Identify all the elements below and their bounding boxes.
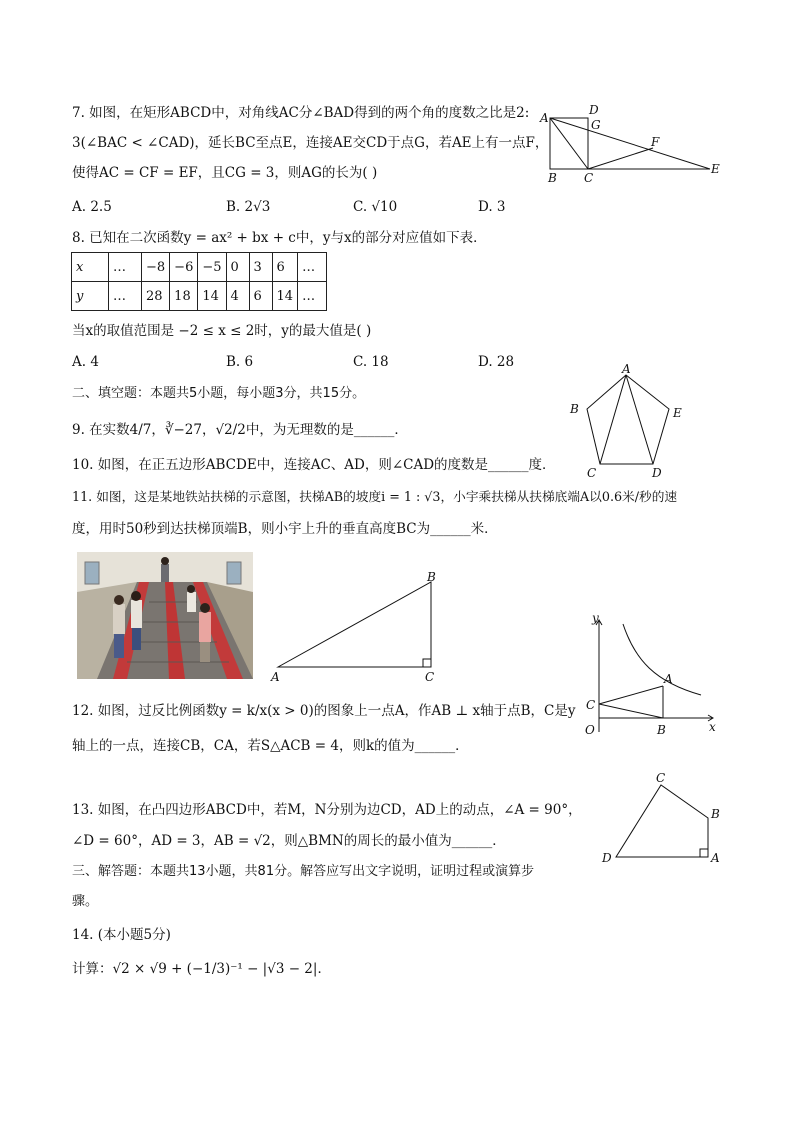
pentagon-figure <box>565 363 690 483</box>
table-row <box>72 282 327 311</box>
q12-label-a: A <box>664 672 673 686</box>
q9: 9. 在实数4/7，∛−27，√2/2中，为无理数的是______． <box>72 422 408 438</box>
table-cell: 0 <box>226 253 249 282</box>
q13-label-c: C <box>656 771 666 785</box>
q12-label-y: y <box>592 611 599 625</box>
q7-label-d: D <box>589 103 599 117</box>
q11-line1: 11. 如图，这是某地铁站扶梯的示意图，扶梯AB的坡度i = 1 : √3，小宇乘扶梯从扶梯底端A以0.6米/秒的速 <box>72 489 678 504</box>
q12-line1: 12. 如图，过反比例函数y = k/x(x > 0)的图象上一点A，作AB ⊥ x轴于点B，C是y <box>72 703 576 719</box>
q7-label-a: A <box>540 111 549 125</box>
q14-body: 计算：√2 × √9 + (−1/3)⁻¹ − |√3 − 2|． <box>72 961 331 977</box>
pentagon-label-b: B <box>570 402 579 416</box>
q14-title: 14. (本小题5分) <box>72 927 171 943</box>
q12-line2: 轴上的一点，连接CB，CA，若S△ACB = 4，则k的值为______． <box>72 738 469 754</box>
q13-line2: ∠D = 60°，AD = 3，AB = √2，则△BMN的周长的最小值为______． <box>72 833 506 849</box>
q7-label-f: F <box>651 135 660 149</box>
q7-rectangle-figure <box>538 100 728 185</box>
q7-label-c: C <box>584 171 594 185</box>
q7-line2: 3(∠BAC < ∠CAD)，延长BC至点E，连接AE交CD于点G，若AE上有一点F， <box>72 135 549 151</box>
q7-option-b: B. 2√3 <box>226 199 271 215</box>
q8-value-table <box>71 252 327 311</box>
pentagon-label-e: E <box>673 406 682 420</box>
table-cell: … <box>109 282 142 311</box>
quadrilateral-figure <box>598 768 728 868</box>
q13-label-a: A <box>711 851 720 865</box>
q7-option-c: C. √10 <box>353 199 398 215</box>
table-cell: 6 <box>249 282 272 311</box>
table-row <box>72 253 327 282</box>
table-cell: 4 <box>226 282 249 311</box>
table-cell: … <box>298 282 327 311</box>
q11-label-b: B <box>427 570 436 584</box>
q11-label-c: C <box>425 670 435 684</box>
q7-label-e: E <box>711 162 720 176</box>
q12-label-c: C <box>586 698 596 712</box>
table-cell: 28 <box>142 282 170 311</box>
table-cell: −8 <box>142 253 170 282</box>
q11-label-a: A <box>271 670 280 684</box>
q7-option-a: A. 2.5 <box>72 199 112 215</box>
q7-line1: 7. 如图，在矩形ABCD中，对角线AC分∠BAD得到的两个角的度数之比是2: <box>72 105 530 121</box>
table-cell: −6 <box>170 253 198 282</box>
table-cell: … <box>109 253 142 282</box>
q8-stem: 8. 已知在二次函数y = ax² + bx + c中，y与x的部分对应值如下表． <box>72 230 487 246</box>
q7-option-d: D. 3 <box>478 199 506 215</box>
pentagon-label-c: C <box>587 466 597 480</box>
table-cell: 14 <box>198 282 226 311</box>
q7-label-g: G <box>591 118 601 132</box>
q8-option-b: B. 6 <box>226 354 254 370</box>
section-3-heading-line2: 骤。 <box>72 894 99 909</box>
q13-label-b: B <box>711 807 720 821</box>
q8-option-d: D. 28 <box>478 354 515 370</box>
q13-line1: 13. 如图，在凸四边形ABCD中，若M，N分别为边CD，AD上的动点，∠A = 90°， <box>72 802 582 818</box>
table-cell: … <box>298 253 327 282</box>
pentagon-label-a: A <box>622 363 631 376</box>
table-cell: 14 <box>272 282 298 311</box>
section-3-heading-line1: 三、解答题：本题共13小题，共81分。解答应写出文字说明，证明过程或演算步 <box>72 864 535 879</box>
q7-label-b: B <box>548 171 557 185</box>
q11-line2: 度，用时50秒到达扶梯顶端B，则小宇上升的垂直高度BC为______米． <box>72 521 498 537</box>
q8-question: 当x的取值范围是 −2 ≤ x ≤ 2时，y的最大值是( ) <box>72 323 372 339</box>
q12-label-x: x <box>709 720 716 734</box>
table-cell: x <box>72 253 109 282</box>
q7-line3: 使得AC = CF = EF，且CG = 3，则AG的长为( ) <box>72 165 378 181</box>
escalator-photo <box>77 552 253 679</box>
table-cell: −5 <box>198 253 226 282</box>
table-cell: y <box>72 282 109 311</box>
q8-option-c: C. 18 <box>353 354 389 370</box>
hyperbola-figure <box>575 610 725 740</box>
q10: 10. 如图，在正五边形ABCDE中，连接AC、AD，则∠CAD的度数是______度． <box>72 457 556 473</box>
section-2-heading: 二、填空题：本题共5小题，每小题3分，共15分。 <box>72 386 366 401</box>
q12-label-o: O <box>585 723 595 737</box>
q8-option-a: A. 4 <box>72 354 99 370</box>
table-cell: 18 <box>170 282 198 311</box>
q13-label-d: D <box>602 851 612 865</box>
escalator-triangle-figure <box>268 570 443 685</box>
pentagon-label-d: D <box>652 466 662 480</box>
q12-label-b: B <box>657 723 666 737</box>
table-cell: 6 <box>272 253 298 282</box>
table-cell: 3 <box>249 253 272 282</box>
